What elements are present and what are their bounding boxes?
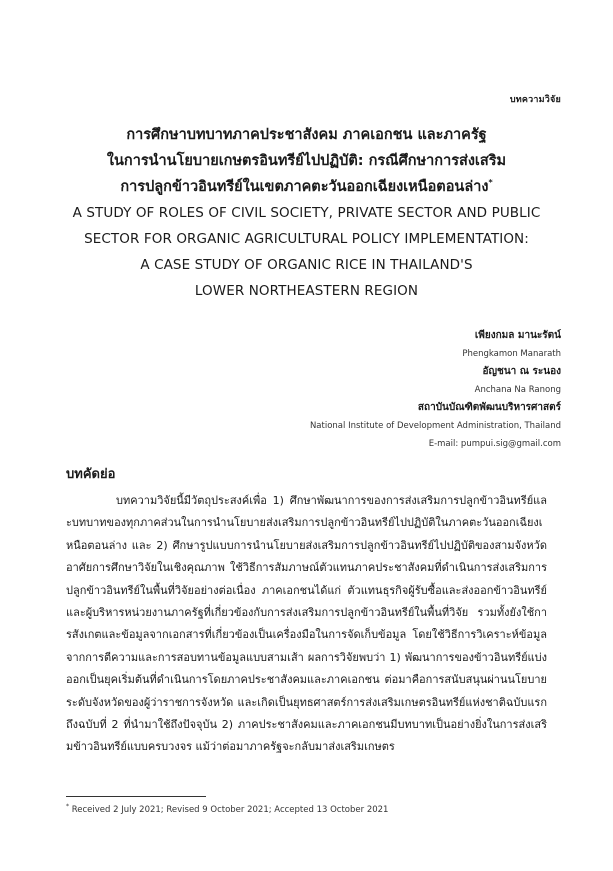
english-title-line-4: LOWER NORTHEASTERN REGION	[194, 283, 419, 299]
thai-title-line-2: ในการนำนโยบายเกษตรอินทรีย์ไปปฏิบัติ: กรณีศึกษาการส่งเสริม	[106, 153, 507, 169]
abstract-heading: บทคัดย่อ	[66, 467, 116, 482]
author-2-thai-name: อัญชนา ณ ระนอง	[482, 366, 561, 377]
thai-title-line-3	[40, 174, 573, 200]
title-footnote-marker: *	[488, 178, 493, 188]
english-title-line-1: A STUDY OF ROLES OF CIVIL SOCIETY, PRIVATE SECTOR AND PUBLIC	[72, 205, 541, 221]
title-block	[40, 122, 573, 304]
affiliation-english: National Institute of Development Administration, Thailand	[309, 421, 561, 431]
author-email: E-mail: pumpui.sig@gmail.com	[428, 439, 561, 449]
footnote-text: Received 2 July 2021; Revised 9 October 2021; Accepted 13 October 2021	[71, 804, 389, 815]
thai-title-line-3-text: การปลูกข้าวอินทรีย์ในเขตภาคตะวันออกเฉียงเหนือตอนล่าง	[120, 179, 489, 195]
section-label: บทความวิจัย	[509, 95, 561, 105]
authors-block	[310, 327, 561, 453]
english-title-line-3: A CASE STUDY OF ORGANIC RICE IN THAILAND'S	[140, 257, 473, 273]
footnote-divider	[66, 796, 206, 797]
abstract-body: บทความวิจัยนี้มีวัตถุประสงค์เพื่อ 1) ศึกษาพัฒนาการของการส่งเสริมการปลูกข้าวอินทรีย์และบทบาทของทุกภาคส่วนในการนำนโยบายส่งเสริมการปลูกข้าวอินทรีย์ไปปฏิบัติในภาคตะวันออกเฉียงเหนือตอนล่าง และ 2) ศึกษารูปแบบการนำนโยบายส่งเสริมการปลูกข้าวอินทรีย์ไปปฏิบัติของสามจังหวัด อาศัยการศึกษาวิจัยในเชิงคุณภาพ ใช้วิธีการสัมภาษณ์ตัวแทนภาคประชาสังคมที่ดำเนินการส่งเสริมการปลูกข้าวอินทรีย์ในพื้นที่วิจัยอย่างต่อเนื่อง ภาคเอกชนได้แก่ ตัวแทนธุรกิจผู้รับซื้อและส่งออกข้าวอินทรีย์และผู้บริหารหน่วยงานภาครัฐที่เกี่ยวข้องกับการส่งเสริมการปลูกข้าวอินทรีย์ในพื้นที่วิจัย รวมทั้งยังใช้การสังเกตและข้อมูลจากเอกสารที่เกี่ยวข้องเป็นเครื่องมือในการจัดเก็บข้อมูล โดยใช้วิธีการวิเคราะห์ข้อมูลจากการตีความและการสอบทานข้อมูลแบบสามเส้า ผลการวิจัยพบว่า 1) พัฒนาการของข้าวอินทรีย์แบ่งออกเป็นยุคเริ่มต้นที่ดำเนินการโดยภาคประชาสังคมและภาคเอกชน ต่อมาคือการสนับสนุนผ่านนโยบายระดับจังหวัดของผู้ว่าราชการจังหวัด และเกิดเป็นยุทธศาสตร์การส่งเสริมเกษตรอินทรีย์แห่งชาติฉบับแรกถึงฉบับที่ 2 ที่นำมาใช้ถึงปัจจุบัน 2) ภาคประชาสังคมและภาคเอกชนมีบทบาทเป็นอย่างยิ่งในการส่งเสริมข้าวอินทรีย์แบบครบวงจร แม้ว่าต่อมาภาครัฐจะกลับมาส่งเสริมเกษตร	[66, 494, 547, 754]
affiliation-thai: สถาบันบัณฑิตพัฒนบริหารศาสตร์	[417, 402, 561, 413]
english-title-line-2: SECTOR FOR ORGANIC AGRICULTURAL POLICY IMPLEMENTATION:	[84, 231, 529, 247]
thai-title-line-1: การศึกษาบทบาทภาคประชาสังคม ภาคเอกชน และภาครัฐ	[126, 127, 487, 143]
author-2-english-name: Anchana Na Ranong	[474, 385, 561, 395]
author-1-english-name: Phengkamon Manarath	[462, 349, 561, 359]
footnote	[66, 803, 388, 815]
author-1-thai-name: เพียงกมล มานะรัตน์	[474, 330, 561, 341]
footnote-marker: *	[66, 803, 69, 810]
